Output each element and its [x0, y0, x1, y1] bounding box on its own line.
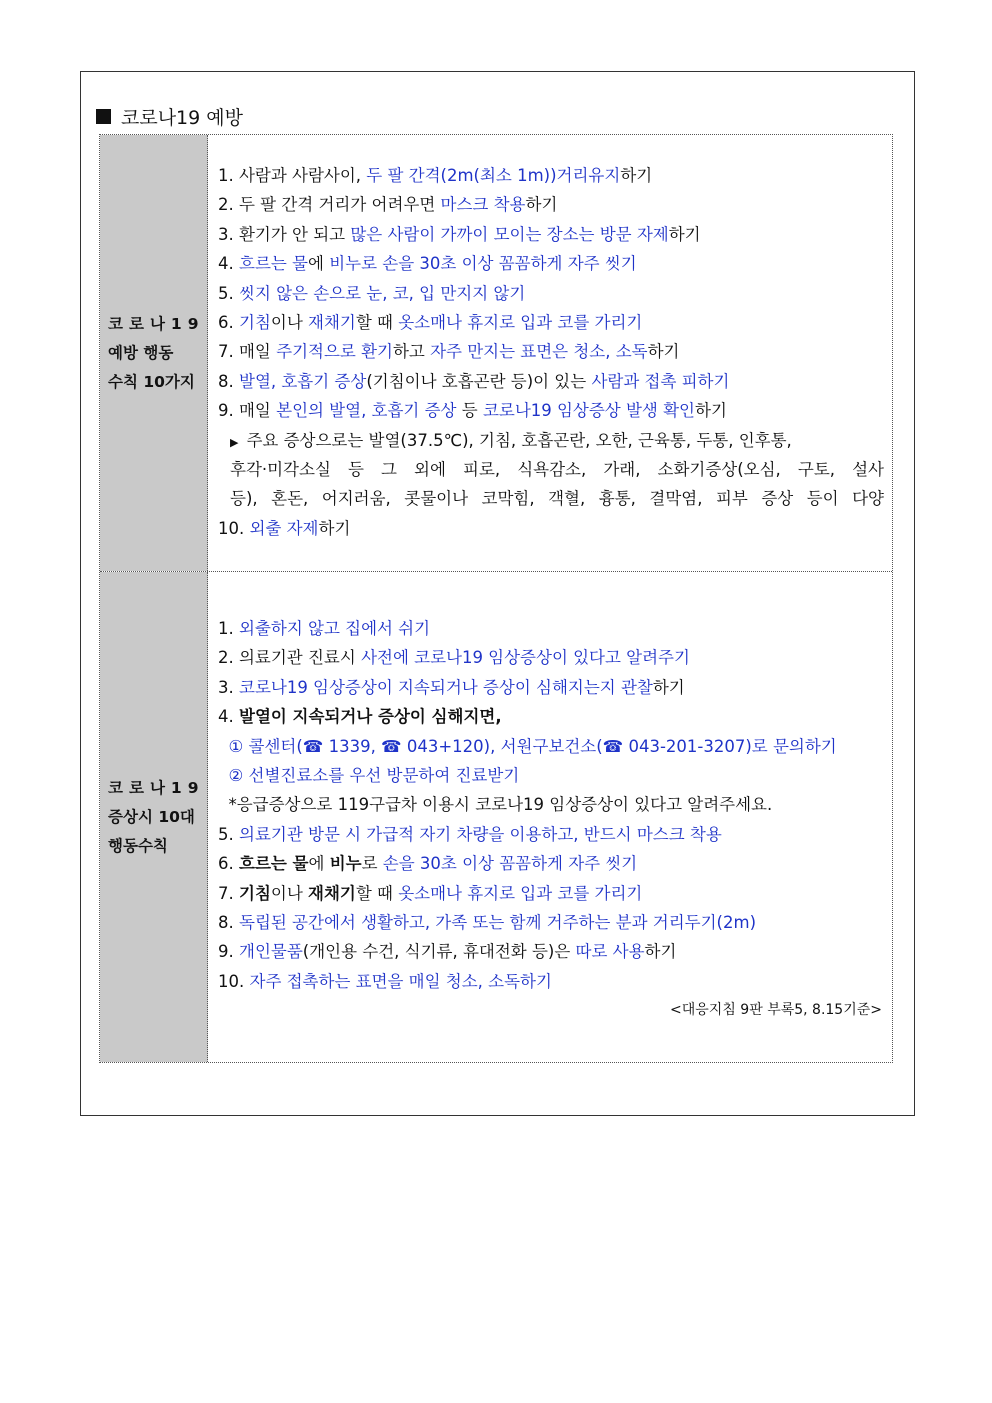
item-text: 사전에 코로나19 임상증상이 있다고 알려주기: [361, 648, 690, 668]
list-item: [218, 732, 884, 761]
item-text: 주기적으로 환기: [276, 342, 393, 362]
item-text: (개인용 수건, 식기류, 휴대전화 등)은: [302, 942, 576, 962]
item-text: 흐르는 물: [239, 254, 309, 274]
item-text: 의료기관 방문 시 가급적 자기 차량을 이용하고, 반드시 마스크 착용: [239, 824, 722, 844]
list-item: [218, 967, 884, 996]
list-item: [218, 279, 884, 308]
item-text: 자주 만지는 표면은 청소, 소독: [430, 342, 648, 362]
item-text: 할 때: [355, 312, 399, 332]
item-text: 많은 사람이 가까이 모이는 장소는 방문 자제: [350, 224, 669, 244]
item-text: 5.: [218, 824, 239, 844]
item-text: 1. 사람과 사람사이,: [218, 166, 367, 185]
header-line: 행동수칙: [108, 836, 168, 855]
header-line: 코로나19: [108, 778, 205, 797]
item-text: 6.: [218, 854, 239, 874]
symptom-rules-row: [100, 572, 892, 1062]
item-text: 비누: [329, 854, 362, 874]
item-text: 마스크 착용: [440, 195, 526, 215]
item-text: 9. 매일: [218, 401, 277, 421]
item-text: 4.: [218, 254, 239, 274]
prevention-rules-row: [100, 135, 892, 572]
item-text: 재채기: [308, 883, 356, 903]
item-text: 따로 사용: [575, 942, 645, 962]
item-text: 코로나19 임상증상 발생 확인: [482, 401, 695, 421]
item-text: 7.: [218, 883, 239, 903]
item-text: 8.: [218, 912, 239, 932]
item-text: 10.: [218, 518, 250, 538]
item-text: 기침: [239, 883, 271, 903]
item-text: 외출 자제: [249, 518, 319, 538]
item-text: 재채기: [308, 312, 356, 332]
item-text: 로: [361, 854, 383, 874]
list-item: [218, 790, 884, 819]
item-text: 5.: [218, 283, 239, 303]
list-item: [218, 367, 884, 396]
item-text: 코로나19 임상증상이 지속되거나 증상이 심해지는지 관찰: [239, 677, 653, 697]
note-text: 주요 증상으로는 발열(37.5℃), 기침, 호흡곤란, 오한, 근육통, 두통, 인후통,: [246, 430, 792, 450]
symptom-rules-header: [100, 572, 208, 1062]
item-text: ② 선별진료소를 우선 방문하여 진료받기: [218, 765, 520, 785]
item-text: (기침이나 호흡곤란 등)이 있는: [366, 371, 592, 391]
item-text: 에: [308, 854, 330, 874]
list-item: [218, 161, 884, 190]
list-item: [218, 308, 884, 337]
item-text: 하기: [318, 518, 351, 538]
list-item: [218, 220, 884, 249]
item-text: 하고: [392, 342, 431, 362]
list-item: [218, 879, 884, 908]
item-text: 흐르는 물: [239, 854, 309, 874]
list-item: [218, 820, 884, 849]
item-text: 하기: [647, 342, 680, 362]
source-note: <대응지침 9판 부록5, 8.15기준>: [670, 1002, 882, 1019]
item-text: 발열이 지속되거나 증상이 심해지면,: [239, 707, 502, 727]
list-item: [218, 761, 884, 790]
item-text: 독립된 공간에서 생활하고, 가족 또는 함께 거주하는 분과 거리두기(2m): [239, 912, 757, 932]
item-text: 하기: [620, 166, 653, 185]
header-line: 예방 행동: [108, 343, 174, 362]
symptom-rules-list: [218, 614, 884, 1024]
item-text: 기침: [239, 312, 271, 332]
item-text: 2. 의료기관 진료시: [218, 648, 362, 668]
item-text: 발열, 호흡기 증상: [239, 371, 367, 391]
item-text: 옷소매나 휴지로 입과 코를 가리기: [398, 312, 643, 332]
list-item: [218, 337, 884, 366]
section-title-text: 코로나19 예방: [121, 107, 243, 129]
item-text: 4.: [218, 707, 239, 727]
item-text: 8.: [218, 371, 239, 391]
item-text: 6.: [218, 312, 239, 332]
item-text: ① 콜센터(☎ 1339, ☎ 043+120), 서원구보건소(☎ 043-201-3207)로 문의하기: [218, 736, 837, 756]
item-text: 사람과 접촉 피하기: [591, 371, 730, 391]
item-text: 본인의 발열, 호흡기 증상: [276, 401, 457, 421]
item-text: 하기: [525, 195, 558, 215]
list-item: [218, 908, 884, 937]
item-text: 하기: [644, 942, 677, 962]
item-text: 손을 30초 이상 꼼꼼하게 자주 씻기: [382, 854, 638, 874]
header-line: 증상시 10대: [108, 807, 195, 826]
list-item: [218, 673, 884, 702]
prevention-rules-header: [100, 135, 208, 571]
list-item: [218, 190, 884, 219]
list-item: [218, 396, 884, 425]
item-text: 3. 환기가 안 되고: [218, 224, 351, 244]
note-line: [218, 426, 884, 455]
item-text: 하기: [652, 677, 685, 697]
item-text: 2. 두 팔 간격 거리가 어려우면: [218, 195, 441, 215]
item-text: 이나: [270, 312, 309, 332]
item-text: 두 팔 간격(2m(최소 1m))거리유지: [366, 166, 621, 185]
item-text: 7. 매일: [218, 342, 277, 362]
list-item: [218, 249, 884, 278]
list-item: [218, 514, 884, 543]
item-text: 3.: [218, 677, 239, 697]
guideline-table: [99, 134, 893, 1063]
list-item: [218, 849, 884, 878]
item-text: 하기: [668, 224, 701, 244]
item-text: 에: [308, 254, 330, 274]
list-item: [218, 702, 884, 731]
item-text: 자주 접촉하는 표면을 매일 청소, 소독하기: [249, 971, 552, 991]
section-title: [96, 103, 243, 130]
item-text: 등: [456, 401, 483, 421]
item-text: 1.: [218, 619, 239, 638]
item-text: 비누로 손을 30초 이상 꼼꼼하게 자주 씻기: [329, 254, 637, 274]
item-text: 할 때: [355, 883, 399, 903]
item-text: 외출하지 않고 집에서 쉬기: [239, 619, 431, 638]
item-text: *응급증상으로 119구급차 이용시 코로나19 임상증상이 있다고 알려주세요.: [218, 795, 773, 815]
square-bullet-icon: [96, 109, 111, 124]
item-text: 10.: [218, 971, 250, 991]
note-line: 후각·미각소실 등 그 외에 피로, 식욕감소, 가래, 소화기증상(오심, 구토, 설사: [230, 459, 884, 479]
item-text: 옷소매나 휴지로 입과 코를 가리기: [398, 883, 643, 903]
header-line: 수칙 10가지: [108, 372, 195, 391]
item-text: 9.: [218, 942, 239, 962]
header-line: 코로나19: [108, 314, 205, 333]
item-text: 개인물품: [239, 942, 303, 962]
triangle-right-icon: ▶: [230, 435, 239, 449]
prevention-rules-list: [218, 161, 884, 543]
note-line: 등), 혼돈, 어지러움, 콧물이나 코막힘, 객혈, 흉통, 결막염, 피부 증상 등이 다양: [230, 489, 884, 509]
list-item: [218, 937, 884, 966]
list-item: [218, 614, 884, 643]
list-item: [218, 643, 884, 672]
item-text: 씻지 않은 손으로 눈, 코, 입 만지지 않기: [239, 283, 526, 303]
item-text: 하기: [695, 401, 727, 421]
item-text: 이나: [270, 883, 309, 903]
